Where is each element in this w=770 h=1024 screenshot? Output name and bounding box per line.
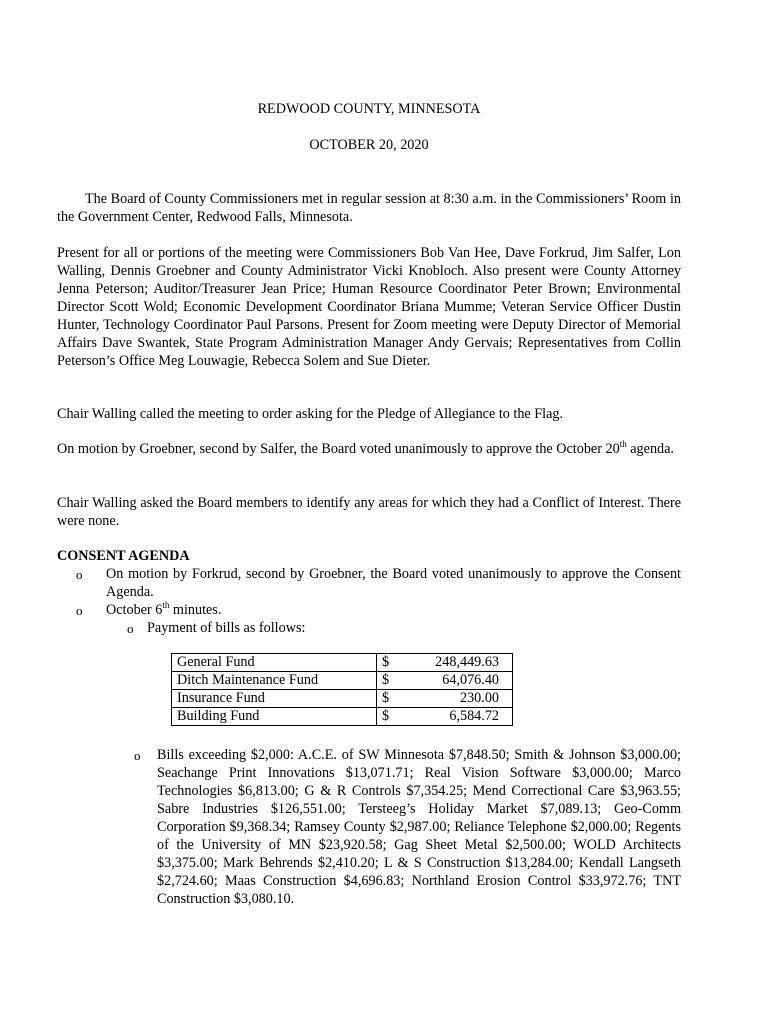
pledge-paragraph: Chair Walling called the meeting to order asking for the Pledge of Allegiance to the Flag. (57, 406, 564, 422)
table-row (172, 654, 513, 672)
sub-bullet-marker: o (134, 748, 141, 763)
agenda-text: On motion by Groebner, second by Salfer, the Board voted unanimously to approve the October 20 (57, 441, 620, 457)
conflict-paragraph: Chair Walling asked the Board members to identify any areas for which they had a Conflict of Interest. There were none. (57, 495, 681, 529)
sub-bullet-marker: o (127, 621, 134, 636)
fund-name: Building Fund (172, 708, 377, 726)
fund-amount-cell (377, 708, 513, 726)
fund-name: Insurance Fund (172, 690, 377, 708)
fund-amount: 64,076.40 (442, 672, 499, 688)
fund-amount: 230.00 (459, 690, 499, 706)
table-row (172, 708, 513, 726)
fund-amount: 6,584.72 (449, 708, 499, 724)
fund-name: Ditch Maintenance Fund (172, 672, 377, 690)
minutes-superscript: th (162, 600, 170, 610)
agenda-text-end: agenda. (626, 441, 674, 457)
consent-agenda-heading: CONSENT AGENDA (57, 548, 190, 564)
fund-amount-cell (377, 672, 513, 690)
bills-table (171, 653, 513, 726)
agenda-approval-paragraph (57, 440, 681, 458)
table-row (172, 690, 513, 708)
currency-symbol: $ (382, 690, 390, 706)
currency-symbol: $ (382, 654, 390, 670)
bullet-marker: o (76, 567, 83, 582)
minutes-text-end: minutes. (169, 602, 222, 618)
consent-item-minutes (106, 601, 681, 619)
currency-symbol: $ (382, 672, 390, 688)
minutes-text: October 6 (106, 602, 163, 618)
table-row (172, 672, 513, 690)
fund-amount-cell (377, 654, 513, 672)
meeting-date: OCTOBER 20, 2020 (309, 137, 429, 153)
currency-symbol: $ (382, 708, 390, 724)
bills-exceeding-item: Bills exceeding $2,000: A.C.E. of SW Minnesota $7,848.50; Smith & Johnson $3,000.00; Seachange Print Innovations $13,071.71; Real Vision Software $3,000.00; Marco Technologies $6,813.00; G & R Controls $7,354.25; Mend Correctional Care $3,963.55; Sabre Industries $126,551.00; Tersteeg’s Holiday Market $7,089.13; Geo-Comm Corporation $9,368.34; Ramsey County $2,987.00; Reliance Telephone $2,000.00; Regents of the University of MN $23,920.58; Gag Sheet Metal $2,500.00; WOLD Architects $3,375.00; Mark Behrends $2,410.20; L & S Construction $13,284.00; Kendall Langseth $2,724.60; Maas Construction $4,696.83; Northland Erosion Control $33,972.76; TNT Construction $3,080.10. (157, 747, 681, 907)
attendance-paragraph: Present for all or portions of the meeting were Commissioners Bob Van Hee, Dave Forkrud, Jim Salfer, Lon Walling, Dennis Groebner and County Administrator Vicki Knobloch. Also present were County Attorney Jenna Peterson; Auditor/Treasurer Jean Price; Human Resource Coordinator Peter Brown; Environmental Director Scott Wold; Economic Development Coordinator Briana Mumme; Veteran Service Officer Dustin Hunter, Technology Coordinator Paul Parsons. Present for Zoom meeting were Deputy Director of Memorial Affairs Dave Swantek, State Program Administration Manager Andy Gervais; Representatives from Collin Peterson’s Office Meg Louwagie, Rebecca Solem and Sue Dieter. (57, 245, 681, 369)
fund-amount-cell (377, 690, 513, 708)
payment-of-bills-item: Payment of bills as follows: (147, 620, 306, 636)
bullet-marker: o (76, 603, 83, 618)
agenda-superscript: th (619, 439, 627, 449)
fund-name: General Fund (172, 654, 377, 672)
opening-paragraph: The Board of County Commissioners met in regular session at 8:30 a.m. in the Commissioners’ Room in the Government Center, Redwood Falls, Minnesota. (57, 191, 681, 225)
document-title: REDWOOD COUNTY, MINNESOTA (257, 101, 481, 117)
consent-item-motion: On motion by Forkrud, second by Groebner, the Board voted unanimously to approve the Consent Agenda. (106, 566, 681, 600)
fund-amount: 248,449.63 (435, 654, 499, 670)
